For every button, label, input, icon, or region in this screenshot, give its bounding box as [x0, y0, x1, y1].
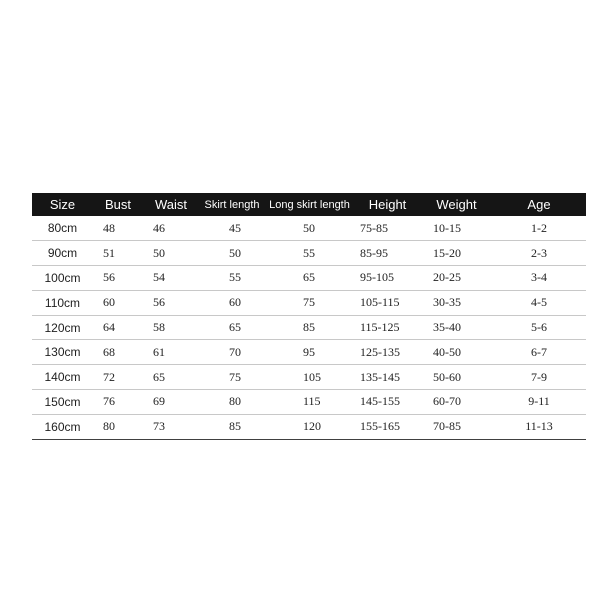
- cell-weight: 20-25: [433, 270, 461, 285]
- cell-weight: 50-60: [433, 369, 461, 384]
- cell-age: 2-3: [531, 245, 547, 260]
- table-header: [32, 193, 586, 216]
- cell-long-skirt-length: 50: [303, 220, 315, 235]
- cell-weight: 70-85: [433, 419, 461, 434]
- cell-bust: 60: [103, 295, 115, 310]
- cell-long-skirt-length: 120: [303, 419, 321, 434]
- cell-bust: 64: [103, 320, 115, 335]
- cell-waist: 73: [153, 419, 165, 434]
- cell-skirt-length: 80: [229, 394, 241, 409]
- cell-size: 110cm: [44, 295, 81, 310]
- table-row: [32, 365, 586, 390]
- cell-long-skirt-length: 105: [303, 369, 321, 384]
- cell-age: 1-2: [531, 220, 547, 235]
- cell-weight: 30-35: [433, 295, 461, 310]
- cell-height: 125-135: [360, 344, 400, 359]
- cell-height: 145-155: [360, 394, 400, 409]
- cell-weight: 40-50: [433, 344, 461, 359]
- cell-long-skirt-length: 65: [303, 270, 315, 285]
- cell-weight: 35-40: [433, 320, 461, 335]
- cell-skirt-length: 45: [229, 220, 241, 235]
- cell-long-skirt-length: 95: [303, 344, 315, 359]
- cell-skirt-length: 50: [229, 245, 241, 260]
- table-row: [32, 390, 586, 415]
- cell-waist: 54: [153, 270, 165, 285]
- cell-height: 85-95: [360, 245, 388, 260]
- header-weight: Weight: [436, 197, 477, 212]
- cell-weight: 15-20: [433, 245, 461, 260]
- table-row: [32, 290, 586, 315]
- header-age: Age: [527, 197, 551, 212]
- cell-age: 5-6: [531, 320, 547, 335]
- table-row: [32, 241, 586, 266]
- cell-long-skirt-length: 55: [303, 245, 315, 260]
- cell-skirt-length: 60: [229, 295, 241, 310]
- header-bust: Bust: [104, 197, 131, 212]
- cell-skirt-length: 55: [229, 270, 241, 285]
- cell-bust: 56: [103, 270, 115, 285]
- cell-skirt-length: 85: [229, 419, 241, 434]
- cell-age: 11-13: [525, 419, 553, 434]
- cell-waist: 50: [153, 245, 165, 260]
- table-row: [32, 216, 586, 241]
- cell-size: 100cm: [44, 270, 81, 285]
- cell-age: 4-5: [531, 295, 547, 310]
- cell-size: 160cm: [44, 419, 81, 434]
- size-chart-table: [32, 193, 586, 440]
- cell-size: 80cm: [47, 221, 78, 236]
- cell-waist: 58: [153, 320, 165, 335]
- cell-skirt-length: 65: [229, 320, 241, 335]
- table-body: [32, 216, 586, 439]
- header-height: Height: [368, 197, 407, 212]
- cell-bust: 51: [103, 245, 115, 260]
- cell-height: 115-125: [360, 320, 400, 335]
- header-waist: Waist: [154, 197, 188, 212]
- cell-bust: 76: [103, 394, 115, 409]
- cell-waist: 61: [153, 344, 165, 359]
- header-skirt-length: Skirt length: [204, 198, 260, 211]
- cell-age: 7-9: [531, 369, 547, 384]
- table-row: [32, 266, 586, 291]
- cell-weight: 60-70: [433, 394, 461, 409]
- cell-size: 90cm: [47, 246, 78, 261]
- cell-size: 120cm: [44, 320, 81, 335]
- cell-long-skirt-length: 85: [303, 320, 315, 335]
- cell-long-skirt-length: 75: [303, 295, 315, 310]
- table-row: [32, 315, 586, 340]
- cell-long-skirt-length: 115: [303, 394, 321, 409]
- cell-height: 95-105: [360, 270, 394, 285]
- cell-age: 3-4: [531, 270, 547, 285]
- cell-height: 155-165: [360, 419, 400, 434]
- cell-skirt-length: 70: [229, 344, 241, 359]
- cell-height: 135-145: [360, 369, 400, 384]
- cell-age: 9-11: [528, 394, 550, 409]
- cell-size: 130cm: [44, 345, 81, 360]
- cell-waist: 46: [153, 220, 165, 235]
- cell-height: 75-85: [360, 220, 388, 235]
- cell-weight: 10-15: [433, 220, 461, 235]
- cell-waist: 56: [153, 295, 165, 310]
- header-size: Size: [49, 197, 76, 212]
- cell-waist: 69: [153, 394, 165, 409]
- table-row: [32, 414, 586, 439]
- cell-bust: 48: [103, 220, 115, 235]
- cell-bust: 68: [103, 344, 115, 359]
- table-row: [32, 340, 586, 365]
- cell-age: 6-7: [531, 344, 547, 359]
- cell-size: 140cm: [44, 370, 81, 385]
- header-row: [32, 193, 586, 216]
- cell-height: 105-115: [360, 295, 400, 310]
- cell-bust: 72: [103, 369, 115, 384]
- cell-bust: 80: [103, 419, 115, 434]
- header-long-skirt-length: Long skirt length: [269, 198, 350, 211]
- cell-waist: 65: [153, 369, 165, 384]
- cell-size: 150cm: [44, 394, 81, 409]
- cell-skirt-length: 75: [229, 369, 241, 384]
